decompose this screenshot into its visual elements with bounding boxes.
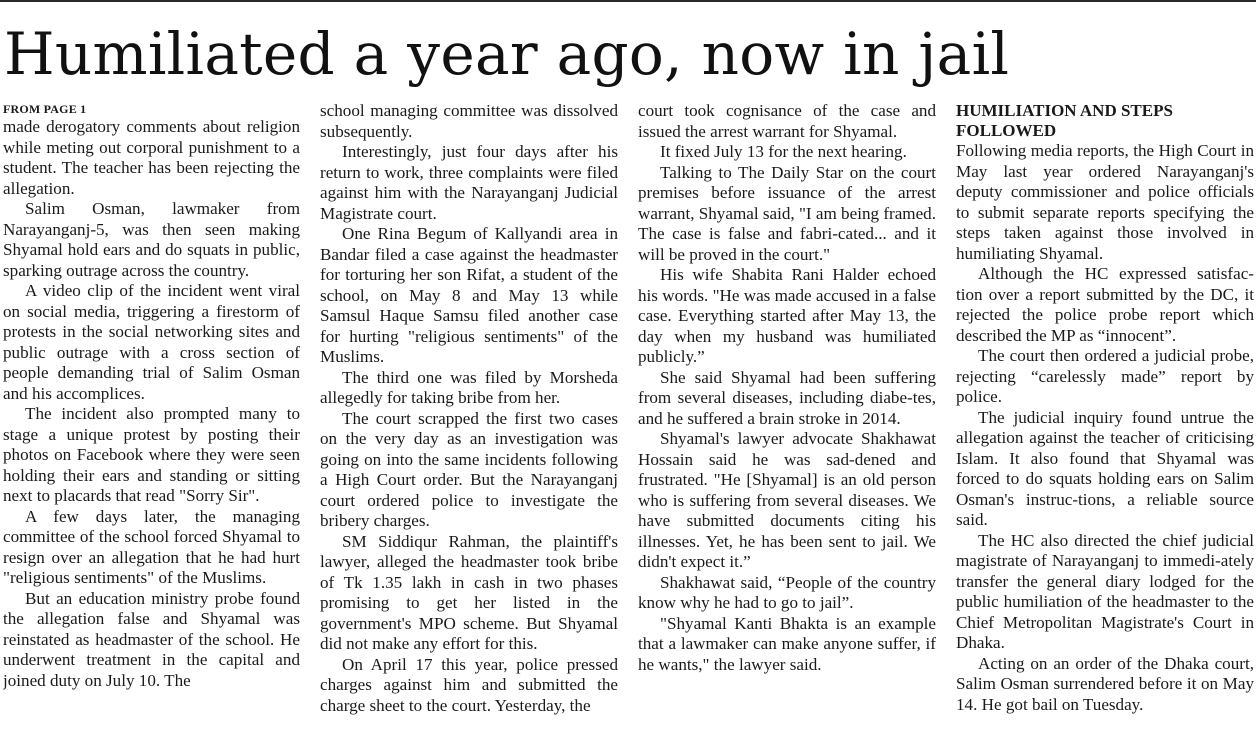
paragraph: Although the HC expressed satisfac-tion over a report submitted by the DC, it rejected the police probe report which described the MP as “innocent”. bbox=[956, 264, 1254, 345]
column-1 bbox=[3, 101, 300, 740]
jump-line: FROM PAGE 1 bbox=[3, 102, 87, 116]
paragraph: SM Siddiqur Rahman, the plaintiff's lawyer, alleged the headmaster took bribe of Tk 1.35 lakh in cash in two phases promising to get her listed in the government's MPO scheme. But Shyamal did not make any effort for this. bbox=[320, 531, 618, 653]
paragraph: The incident also prompted many to stage a unique protest by posting their photos on Facebook where they were seen holding their ears and standing or sitting next to placards that read "Sorry Sir". bbox=[3, 404, 300, 505]
paragraph: The HC also directed the chief judicial magistrate of Narayanganj to immedi-ately transfer the general diary lodged for the public humiliation of the headmaster to the Chief Metropolitan Magistrate's Court in Dhaka. bbox=[956, 530, 1254, 652]
headline: Humiliated a year ago, now in jail bbox=[4, 20, 1010, 88]
paragraph: The court then ordered a judicial probe, rejecting “carelessly made” report by police. bbox=[956, 346, 1254, 406]
paragraph: The third one was filed by Morsheda allegedly for taking bribe from her. bbox=[320, 367, 618, 407]
section-subhead: HUMILIATION AND STEPS FOLLOWED bbox=[956, 101, 1173, 140]
paragraph: But an education ministry probe found the allegation false and Shyamal was reinstated as headmaster of the school. He underwent treatment in the capital and joined duty on July 10. The bbox=[3, 588, 300, 690]
paragraph: The court scrapped the first two cases on the very day as an investigation was going on into the same incidents following a High Court order. But the Narayanganj court ordered police to investigate the bribery charges. bbox=[320, 408, 618, 530]
paragraph: Shyamal's lawyer advocate Shakhawat Hossain said he was sad-dened and frustrated. "He [Shyamal] is an old person who is suffering from several diseases. We have submitted documents citing his illnesses. Yet, he has been sent to jail. We didn't expect it.” bbox=[638, 429, 936, 571]
paragraph: Following media reports, the High Court in May last year ordered Narayanganj's deputy commissioner and police officials to submit separate reports specifying the steps taken against those involved in humiliating Shyamal. bbox=[956, 141, 1254, 263]
paragraph: A few days later, the managing committee of the school forced Shyamal to resign over an allegation that he had hurt "religious sentiments" of the Muslims. bbox=[3, 506, 300, 587]
paragraph: Acting on an order of the Dhaka court, Salim Osman surrendered before it on May 14. He got bail on Tuesday. bbox=[956, 653, 1254, 714]
paragraph: Salim Osman, lawmaker from Narayanganj-5, was then seen making Shyamal hold ears and do squats in public, sparking outrage across the country. bbox=[3, 199, 300, 280]
paragraph: "Shyamal Kanti Bhakta is an example that a lawmaker can make anyone suffer, if he wants," the lawyer said. bbox=[638, 613, 936, 674]
paragraph: It fixed July 13 for the next hearing. bbox=[660, 142, 907, 161]
column-3 bbox=[638, 101, 936, 740]
column-4 bbox=[956, 101, 1254, 740]
paragraph: She said Shyamal had been suffering from several diseases, including diabe-tes, and he suffered a brain stroke in 2014. bbox=[638, 367, 936, 428]
paragraph: His wife Shabita Rani Halder echoed his words. "He was made accused in a false case. Everything started after May 13, the day when my husband was humiliated publicly.” bbox=[638, 265, 936, 366]
top-rule bbox=[0, 0, 1256, 2]
paragraph: On April 17 this year, police pressed charges against him and submitted the charge sheet to the court. Yesterday, the bbox=[320, 654, 618, 715]
column-2 bbox=[320, 101, 618, 740]
paragraph: Talking to The Daily Star on the court premises before issuance of the arrest warrant, Shyamal said, "I am being framed. The case is false and fabri-cated... and it will be proved in the court." bbox=[638, 162, 936, 264]
paragraph: school managing committee was dissolved subsequently. bbox=[320, 101, 618, 141]
paragraph: court took cognisance of the case and issued the arrest warrant for Shyamal. bbox=[638, 101, 936, 141]
paragraph: One Rina Begum of Kallyandi area in Bandar filed a case against the headmaster for torturing her son Rifat, a student of the school, on May 8 and May 13 while Samsul Haque Samsu filed another case for hurting "religious sentiments" of the Muslims. bbox=[320, 224, 618, 366]
paragraph: The judicial inquiry found untrue the allegation against the teacher of criticising Islam. It also found that Shyamal was forced to do squats holding ears on Salim Osman's instruc-tions, a reliable source said. bbox=[956, 407, 1254, 529]
paragraph: A video clip of the incident went viral on social media, triggering a firestorm of protests in the social networking sites and public outrage with a cross section of people demanding trial of Salim Osman and his accomplices. bbox=[3, 281, 300, 403]
paragraph: made derogatory comments about religion while meting out corporal punishment to a student. The teacher has been rejecting the allegation. bbox=[3, 117, 300, 198]
paragraph: Interestingly, just four days after his return to work, three complaints were filed against him with the Narayanganj Judicial Magistrate court. bbox=[320, 142, 618, 223]
paragraph: Shakhawat said, “People of the country know why he had to go to jail”. bbox=[638, 572, 936, 612]
